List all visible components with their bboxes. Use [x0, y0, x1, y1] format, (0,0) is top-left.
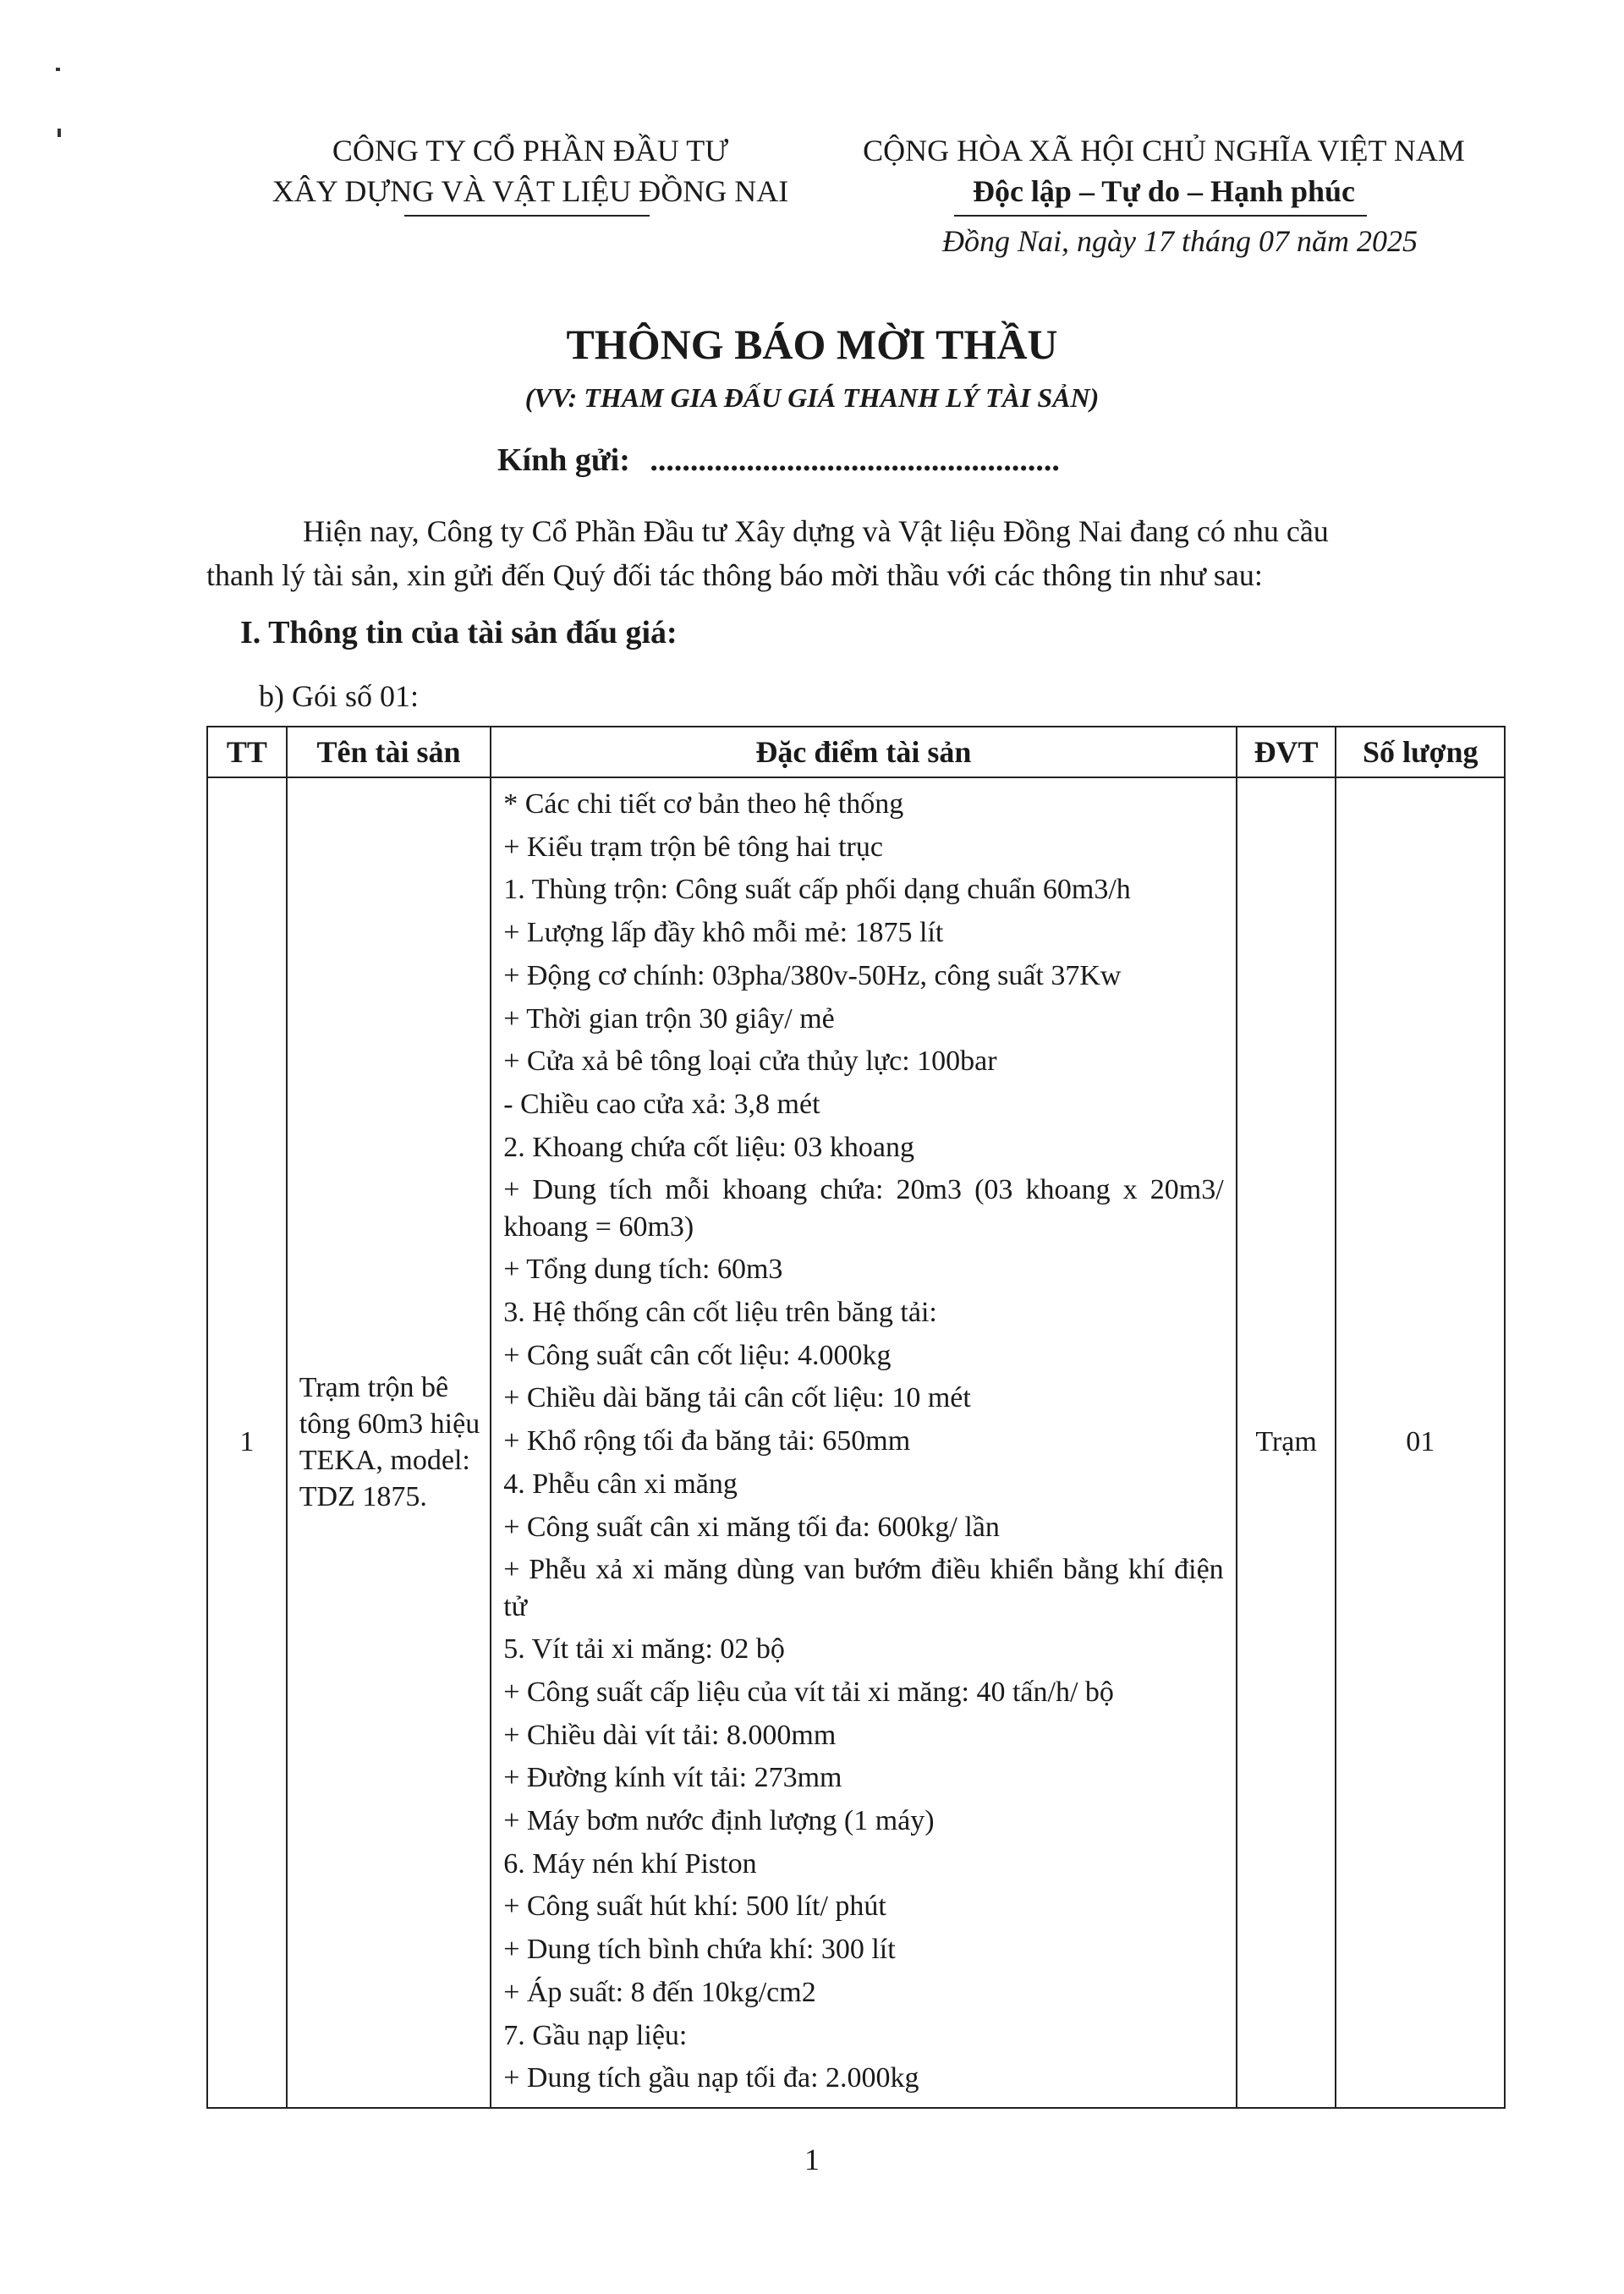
page-number: 1: [804, 2143, 820, 2176]
document-date: Đồng Nai, ngày 17 tháng 07 năm 2025: [942, 224, 1418, 258]
spec-line: - Chiều cao cửa xả: 3,8 mét: [503, 1088, 820, 1120]
recipient-blank: ...................................................: [650, 442, 1060, 478]
spec-line: 7. Gầu nạp liệu:: [503, 2019, 688, 2051]
header-unit: ĐVT: [1237, 727, 1336, 777]
recipient-line: [497, 442, 1060, 479]
intro-paragraph-cont: [206, 553, 1263, 597]
spec-line: 5. Vít tải xi măng: 02 bộ: [503, 1633, 785, 1666]
spec-line: 4. Phễu cân xi măng: [503, 1468, 738, 1500]
spec-list: [503, 783, 1223, 2100]
package-label: b) Gói số 01:: [259, 679, 419, 713]
intro-line2: thanh lý tài sản, xin gửi đến Quý đối tác thông báo mời thầu với các thông tin như sau:: [206, 558, 1263, 592]
spec-line: + Chiều dài băng tải cân cốt liệu: 10 mét: [503, 1382, 971, 1414]
spec-line: 3. Hệ thống cân cốt liệu trên băng tải:: [503, 1297, 937, 1329]
spec-line: + Thời gian trộn 30 giây/ mẻ: [503, 1002, 835, 1034]
recipient-label: Kính gửi:: [497, 442, 630, 478]
spec-line: 6. Máy nén khí Piston: [503, 1847, 757, 1880]
row-unit: Trạm: [1237, 777, 1336, 2108]
intro-line1: Hiện nay, Công ty Cổ Phần Đầu tư Xây dựng và Vật liệu Đồng Nai đang có nhu cầu: [303, 514, 1329, 548]
scan-speck: [58, 129, 61, 137]
row-tt: 1: [207, 777, 287, 2108]
header-name: Tên tài sản: [287, 727, 491, 777]
company-name-underline: [404, 215, 650, 217]
table-row: [207, 777, 1505, 2108]
spec-line: + Công suất cấp liệu của vít tải xi măng: 40 tấn/h/ bộ: [503, 1676, 1114, 1708]
spec-line: + Kiểu trạm trộn bê tông hai trục: [503, 831, 883, 863]
header-quantity: Số lượng: [1336, 727, 1505, 777]
header-tt: TT: [207, 727, 287, 777]
spec-line: + Động cơ chính: 03pha/380v-50Hz, công suất 37Kw: [503, 959, 1122, 991]
spec-line: + Đường kính vít tải: 273mm: [503, 1762, 842, 1794]
spec-line: + Áp suất: 8 đến 10kg/cm2: [503, 1976, 816, 2008]
national-motto: [834, 130, 1494, 211]
header-specs: Đặc điểm tài sản: [491, 727, 1236, 777]
asset-table: [206, 726, 1506, 2109]
intro-paragraph: [303, 509, 1329, 553]
spec-line: + Công suất cân cốt liệu: 4.000kg: [503, 1339, 892, 1371]
document-subtitle: (VV: THAM GIA ĐẤU GIÁ THANH LÝ TÀI SẢN): [524, 382, 1100, 413]
table-header-row: [207, 727, 1505, 777]
spec-line: 1. Thùng trộn: Công suất cấp phối dạng chuẩn 60m3/h: [503, 874, 1131, 906]
spec-line: + Lượng lấp đầy khô mỗi mẻ: 1875 lít: [503, 917, 944, 949]
document-title: THÔNG BÁO MỜI THẦU: [566, 321, 1058, 368]
section-heading: I. Thông tin của tài sản đấu giá:: [240, 615, 678, 650]
spec-line: 2. Khoang chứa cốt liệu: 03 khoang: [503, 1131, 914, 1163]
spec-line: * Các chi tiết cơ bản theo hệ thống: [503, 788, 904, 820]
nation-name: CỘNG HÒA XÃ HỘI CHỦ NGHĨA VIỆT NAM: [863, 134, 1465, 167]
spec-line: + Cửa xả bê tông loại cửa thủy lực: 100bar: [503, 1045, 997, 1078]
row-specs: [491, 777, 1236, 2108]
spec-line: + Dung tích gầu nạp tối đa: 2.000kg: [503, 2062, 919, 2094]
spec-line: + Chiều dài vít tải: 8.000mm: [503, 1719, 837, 1751]
row-asset-name: Trạm trộn bê tông 60m3 hiệu TEKA, model: TDZ 1875.: [287, 777, 491, 2108]
spec-line: + Dung tích bình chứa khí: 300 lít: [503, 1934, 896, 1966]
spec-line: + Phễu xả xi măng dùng van bướm điều khiển bằng khí điện tử: [503, 1554, 1224, 1623]
spec-line: + Tổng dung tích: 60m3: [503, 1254, 783, 1286]
company-name: [196, 130, 864, 211]
company-name-line2: XÂY DỰNG VÀ VẬT LIỆU ĐỒNG NAI: [272, 174, 789, 208]
motto: Độc lập – Tự do – Hạnh phúc: [972, 174, 1356, 208]
spec-line: + Công suất cân xi măng tối đa: 600kg/ lần: [503, 1511, 1000, 1543]
company-name-line1: CÔNG TY CỔ PHẦN ĐẦU TƯ: [332, 134, 729, 167]
spec-line: + Công suất hút khí: 500 lít/ phút: [503, 1891, 886, 1923]
row-quantity: 01: [1336, 777, 1505, 2108]
spec-line: + Dung tích mỗi khoang chứa: 20m3 (03 khoang x 20m3/ khoang = 60m3): [503, 1174, 1224, 1243]
spec-line: + Máy bơm nước định lượng (1 máy): [503, 1805, 935, 1837]
scan-speck: [56, 68, 60, 71]
spec-line: + Khổ rộng tối đa băng tải: 650mm: [503, 1425, 911, 1457]
motto-underline: [954, 215, 1367, 217]
